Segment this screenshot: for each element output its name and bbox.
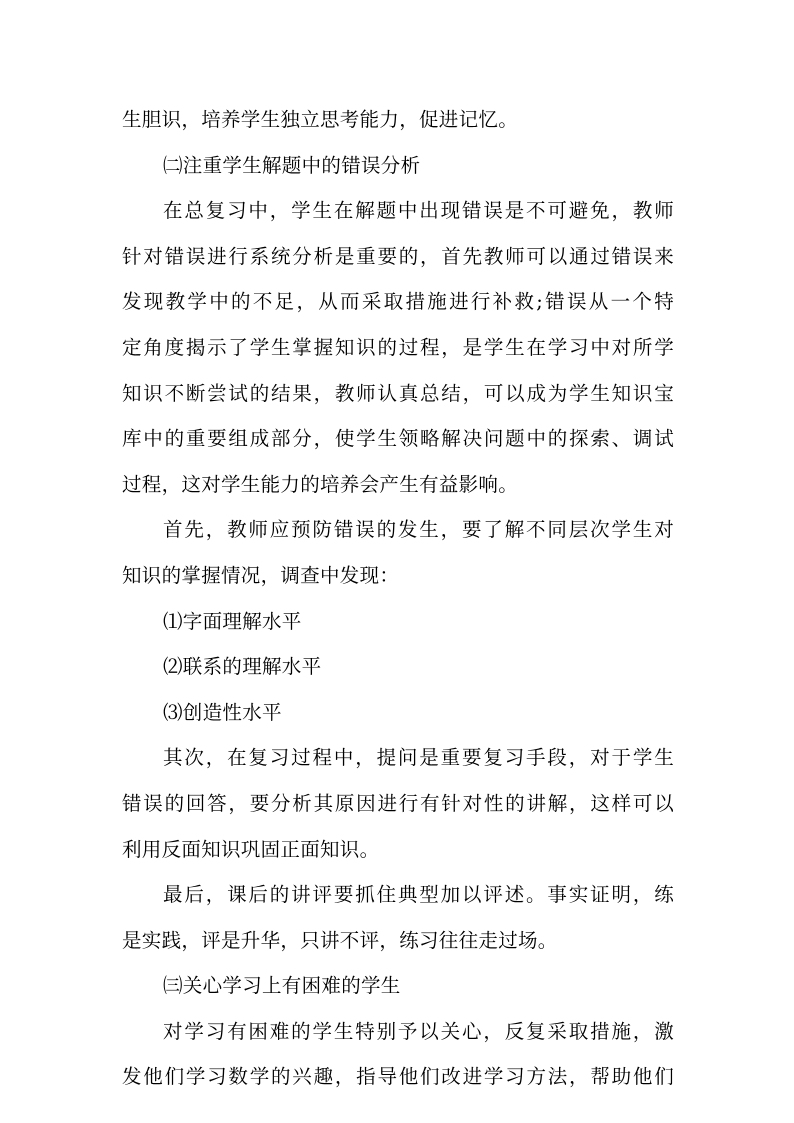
list-item: ⑶创造性水平 — [163, 700, 282, 724]
section-heading-3: ㈢关心学习上有困难的学生 — [163, 974, 401, 998]
text-line: 知识不断尝试的结果，教师认真总结，可以成为学生知识宝 — [122, 381, 674, 405]
text-line: 生胆识，培养学生独立思考能力，促进记忆。 — [122, 108, 519, 131]
text-line: 对学习有困难的学生特别予以关心，反复采取措施，激 — [163, 1019, 674, 1043]
text-line: 首先，教师应预防错误的发生，要了解不同层次学生对 — [163, 518, 674, 542]
text-line: 利用反面知识巩固正面知识。 — [122, 837, 380, 861]
text-line: 其次，在复习过程中，提问是重要复习手段，对于学生 — [163, 746, 674, 770]
text-line: 是实践，评是升华，只讲不评，练习往往走过场。 — [122, 928, 558, 952]
section-heading-2: ㈡注重学生解题中的错误分析 — [163, 153, 421, 177]
text-line: 过程，这对学生能力的培养会产生有益影响。 — [122, 472, 519, 496]
text-line: 库中的重要组成部分，使学生领略解决问题中的探索、调试 — [122, 427, 674, 451]
body-text — [122, 97, 674, 1100]
text-line: 最后，课后的讲评要抓住典型加以评述。事实证明，练 — [163, 883, 674, 907]
text-line: 定角度揭示了学生掌握知识的过程，是学生在学习中对所学 — [122, 335, 674, 359]
text-line: 针对错误进行系统分析是重要的，首先教师可以通过错误来 — [122, 244, 674, 268]
list-item: ⑵联系的理解水平 — [163, 655, 322, 679]
text-line: 错误的回答，要分析其原因进行有针对性的讲解，这样可以 — [122, 791, 674, 815]
text-line: 知识的掌握情况，调查中发现： — [122, 563, 400, 587]
text-line: 发现教学中的不足，从而采取措施进行补救;错误从一个特 — [122, 290, 674, 314]
text-line: 在总复习中，学生在解题中出现错误是不可避免，教师 — [163, 199, 674, 223]
list-item: ⑴字面理解水平 — [163, 609, 302, 633]
text-line: 发他们学习数学的兴趣，指导他们改进学习方法，帮助他们 — [122, 1065, 674, 1089]
